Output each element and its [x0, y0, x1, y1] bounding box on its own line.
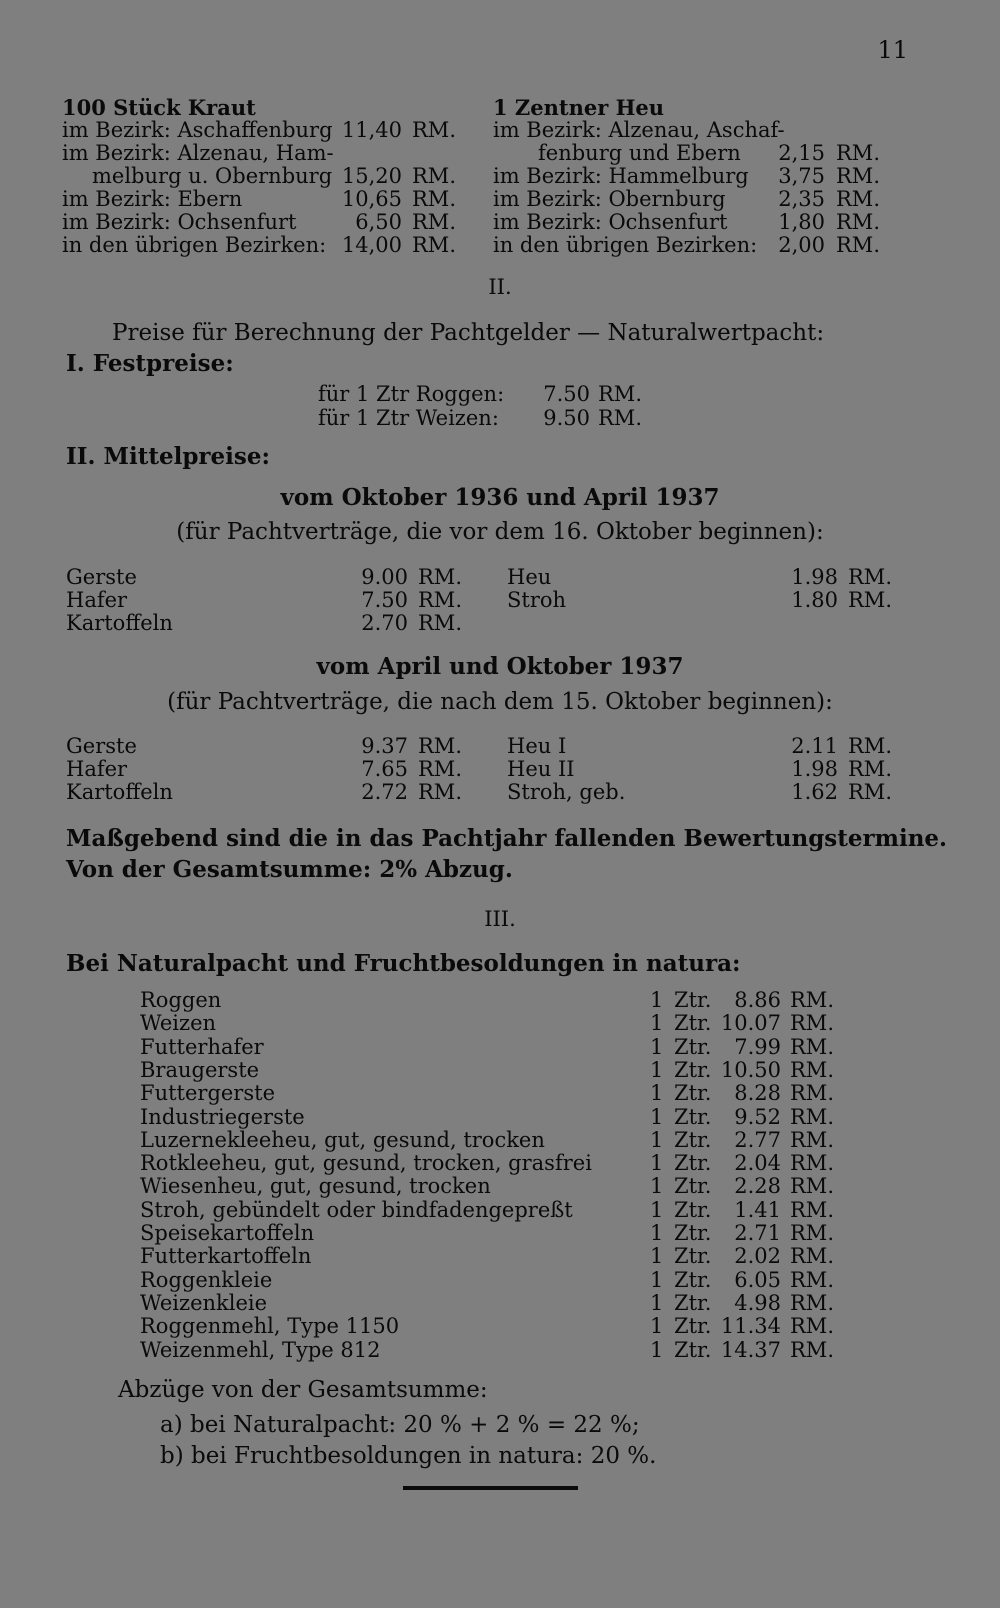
natura-row — [0, 1292, 1000, 1315]
row-label: im Bezirk: Aschaffenburg — [62, 118, 333, 142]
heu-row — [0, 119, 1000, 142]
item-value: 8.86 — [734, 988, 781, 1012]
row-label: im Bezirk: Obernburg — [493, 187, 726, 211]
item-qty: 1 — [650, 1151, 664, 1176]
item-qty: 1 — [650, 1244, 664, 1269]
item-currency: RM. — [790, 988, 834, 1012]
natura-row — [0, 1269, 1000, 1292]
item-label: Wiesenheu, gut, gesund, trocken — [140, 1174, 491, 1199]
section-iii-numeral: III. — [484, 907, 516, 931]
row-value: 1.98 — [791, 565, 838, 589]
mittelpreise-title: II. Mittelpreise: — [66, 443, 270, 470]
item-unit: Ztr. — [674, 1290, 712, 1315]
period1-row-left — [0, 612, 1000, 635]
item-label: Industriegerste — [140, 1104, 305, 1129]
item-value: 1.41 — [734, 1197, 781, 1222]
row-label: Heu — [507, 565, 552, 589]
period1-row-right — [0, 566, 1000, 589]
row-unit: RM. — [848, 565, 892, 589]
item-qty: 1 — [650, 1127, 664, 1152]
item-value: 2.77 — [734, 1127, 781, 1152]
row-unit: RM. — [598, 406, 642, 430]
period2-row-right — [0, 781, 1000, 804]
row-unit: RM. — [836, 187, 880, 211]
natura-row — [0, 1012, 1000, 1035]
item-label: Weizenmehl, Type 812 — [140, 1337, 381, 1362]
item-qty: 1 — [650, 1290, 664, 1315]
item-qty: 1 — [650, 1034, 664, 1059]
item-value: 7.99 — [734, 1034, 781, 1059]
row-label: Kartoffeln — [66, 611, 173, 635]
item-value: 2.71 — [734, 1221, 781, 1245]
period2-subtitle: (für Pachtverträge, die nach dem 15. Oktober beginnen): — [167, 689, 833, 715]
row-label: Heu I — [507, 734, 567, 758]
natura-row — [0, 1106, 1000, 1129]
heu-row — [0, 165, 1000, 188]
item-label: Luzernekleeheu, gut, gesund, trocken — [140, 1127, 545, 1152]
item-label: Futterkartoffeln — [140, 1244, 312, 1269]
row-label: Heu II — [507, 757, 575, 781]
item-qty: 1 — [650, 988, 664, 1012]
row-label: für 1 Ztr Weizen: — [318, 406, 499, 430]
item-value: 2.02 — [734, 1244, 781, 1269]
period1-title: vom Oktober 1936 und April 1937 — [280, 484, 720, 511]
row-value: 1.80 — [791, 588, 838, 612]
item-qty: 1 — [650, 1221, 664, 1245]
item-value: 10.50 — [720, 1057, 781, 1082]
item-qty: 1 — [650, 1197, 664, 1222]
item-label: Roggen — [140, 988, 222, 1012]
row-label: in den übrigen Bezirken: — [493, 233, 758, 257]
item-unit: Ztr. — [674, 1151, 712, 1176]
row-label: Stroh, geb. — [507, 780, 626, 804]
item-unit: Ztr. — [674, 1127, 712, 1152]
item-currency: RM. — [790, 1267, 834, 1292]
page-number: 11 — [877, 36, 908, 64]
natura-row — [0, 1339, 1000, 1362]
row-value: 9.00 — [361, 565, 408, 589]
row-value: 2.11 — [791, 734, 838, 758]
item-currency: RM. — [790, 1151, 834, 1176]
natura-row — [0, 1036, 1000, 1059]
row-label: Hafer — [66, 588, 128, 612]
item-qty: 1 — [650, 1011, 664, 1036]
row-value: 2,35 — [778, 187, 825, 211]
row-label: im Bezirk: Alzenau, Ham- — [62, 141, 334, 165]
row-unit: RM. — [848, 780, 892, 804]
item-currency: RM. — [790, 1104, 834, 1129]
row-label: melburg u. Obernburg — [92, 164, 333, 188]
item-qty: 1 — [650, 1057, 664, 1082]
row-label: Gerste — [66, 565, 137, 589]
item-qty: 1 — [650, 1081, 664, 1106]
item-unit: Ztr. — [674, 1057, 712, 1082]
item-unit: Ztr. — [674, 1267, 712, 1292]
item-value: 2.28 — [734, 1174, 781, 1199]
period1-subtitle: (für Pachtverträge, die vor dem 16. Oktober beginnen): — [176, 519, 824, 545]
item-value: 14.37 — [720, 1337, 781, 1362]
row-unit: RM. — [836, 233, 880, 257]
row-unit: RM. — [836, 164, 880, 188]
note-bewertungstermine: Maßgebend sind die in das Pachtjahr fallenden Bewertungstermine. — [66, 825, 948, 852]
row-unit: RM. — [418, 565, 462, 589]
deductions-title: Abzüge von der Gesamtsumme: — [118, 1377, 488, 1403]
row-value: 2,00 — [778, 233, 825, 257]
item-unit: Ztr. — [674, 1244, 712, 1269]
natura-row — [0, 1059, 1000, 1082]
item-value: 10.07 — [720, 1011, 781, 1036]
row-value: 14,00 — [341, 233, 402, 257]
heu-row — [0, 234, 1000, 257]
item-qty: 1 — [650, 1314, 664, 1339]
row-unit: RM. — [418, 588, 462, 612]
row-value: 2,15 — [778, 141, 825, 165]
row-value: 7.50 — [361, 588, 408, 612]
item-label: Weizenkleie — [140, 1290, 268, 1315]
item-value: 6.05 — [734, 1267, 781, 1292]
item-label: Weizen — [140, 1011, 217, 1036]
item-unit: Ztr. — [674, 1314, 712, 1339]
row-unit: RM. — [418, 734, 462, 758]
item-currency: RM. — [790, 1034, 834, 1059]
item-value: 4.98 — [734, 1290, 781, 1315]
row-unit: RM. — [836, 141, 880, 165]
row-unit: RM. — [848, 757, 892, 781]
item-value: 2.04 — [734, 1151, 781, 1176]
item-currency: RM. — [790, 1127, 834, 1152]
row-value: 9.37 — [361, 734, 408, 758]
period2-row-right — [0, 758, 1000, 781]
item-currency: RM. — [790, 1314, 834, 1339]
row-unit: RM. — [418, 611, 462, 635]
item-unit: Ztr. — [674, 1174, 712, 1199]
natura-row — [0, 1199, 1000, 1222]
deduction-b: b) bei Fruchtbesoldungen in natura: 20 %. — [160, 1443, 657, 1469]
section-iii-heading: Bei Naturalpacht und Fruchtbesoldungen in natura: — [66, 950, 741, 977]
row-value: 10,65 — [341, 187, 402, 211]
item-currency: RM. — [790, 1290, 834, 1315]
item-label: Speisekartoffeln — [140, 1221, 315, 1245]
row-label: für 1 Ztr Roggen: — [318, 382, 505, 406]
row-label: im Bezirk: Alzenau, Aschaf- — [493, 118, 785, 142]
row-value: 9.50 — [543, 406, 590, 430]
item-currency: RM. — [790, 1337, 834, 1362]
row-unit: RM. — [412, 118, 456, 142]
row-value: 1.62 — [791, 780, 838, 804]
row-unit: RM. — [418, 780, 462, 804]
item-currency: RM. — [790, 1011, 834, 1036]
item-currency: RM. — [790, 1081, 834, 1106]
natura-row — [0, 1175, 1000, 1198]
natura-row — [0, 1222, 1000, 1245]
row-unit: RM. — [412, 210, 456, 234]
row-value: 1.98 — [791, 757, 838, 781]
item-value: 8.28 — [734, 1081, 781, 1106]
row-unit: RM. — [412, 233, 456, 257]
item-unit: Ztr. — [674, 1104, 712, 1129]
period2-row-right — [0, 735, 1000, 758]
item-currency: RM. — [790, 1057, 834, 1082]
heu-row — [0, 188, 1000, 211]
item-qty: 1 — [650, 1337, 664, 1362]
item-label: Futterhafer — [140, 1034, 264, 1059]
festpreise-title: I. Festpreise: — [66, 350, 234, 377]
row-value: 11,40 — [341, 118, 402, 142]
row-unit: RM. — [418, 757, 462, 781]
natura-row — [0, 989, 1000, 1012]
item-unit: Ztr. — [674, 988, 712, 1012]
heu-row — [0, 211, 1000, 234]
row-value: 6,50 — [355, 210, 402, 234]
row-label: im Bezirk: Ochsenfurt — [493, 210, 728, 234]
period2-title: vom April und Oktober 1937 — [316, 653, 684, 680]
row-value: 1,80 — [778, 210, 825, 234]
item-unit: Ztr. — [674, 1221, 712, 1245]
item-label: Stroh, gebündelt oder bindfadengepreßt — [140, 1197, 573, 1222]
item-label: Roggenkleie — [140, 1267, 273, 1292]
natura-row — [0, 1152, 1000, 1175]
item-currency: RM. — [790, 1244, 834, 1269]
item-unit: Ztr. — [674, 1197, 712, 1222]
item-currency: RM. — [790, 1221, 834, 1245]
section-ii-numeral: II. — [488, 275, 512, 299]
heu-title: 1 Zentner Heu — [493, 95, 665, 120]
row-value: 2.72 — [361, 780, 408, 804]
festpreis-row — [0, 407, 1000, 430]
item-qty: 1 — [650, 1267, 664, 1292]
item-label: Roggenmehl, Type 1150 — [140, 1314, 400, 1339]
row-label: Gerste — [66, 734, 137, 758]
natura-row — [0, 1082, 1000, 1105]
heu-row — [0, 142, 1000, 165]
row-value: 2.70 — [361, 611, 408, 635]
item-label: Futtergerste — [140, 1081, 275, 1106]
item-unit: Ztr. — [674, 1337, 712, 1362]
row-unit: RM. — [836, 210, 880, 234]
row-label: fenburg und Ebern — [538, 141, 741, 165]
note-abzug: Von der Gesamtsumme: 2% Abzug. — [66, 856, 513, 883]
item-unit: Ztr. — [674, 1011, 712, 1036]
festpreis-row — [0, 383, 1000, 406]
row-value: 7.65 — [361, 757, 408, 781]
row-unit: RM. — [848, 734, 892, 758]
item-label: Braugerste — [140, 1057, 260, 1082]
item-unit: Ztr. — [674, 1081, 712, 1106]
row-label: im Bezirk: Ochsenfurt — [62, 210, 297, 234]
row-unit: RM. — [598, 382, 642, 406]
item-value: 9.52 — [734, 1104, 781, 1129]
row-label: in den übrigen Bezirken: — [62, 233, 327, 257]
row-label: im Bezirk: Ebern — [62, 187, 243, 211]
item-qty: 1 — [650, 1174, 664, 1199]
natura-row — [0, 1245, 1000, 1268]
row-unit: RM. — [412, 164, 456, 188]
closing-rule — [403, 1486, 578, 1490]
item-qty: 1 — [650, 1104, 664, 1129]
row-value: 15,20 — [341, 164, 402, 188]
kraut-title: 100 Stück Kraut — [62, 95, 256, 120]
natura-row — [0, 1129, 1000, 1152]
row-unit: RM. — [848, 588, 892, 612]
section-ii-heading: Preise für Berechnung der Pachtgelder — Naturalwertpacht: — [112, 320, 825, 346]
item-value: 11.34 — [720, 1314, 781, 1339]
row-label: Kartoffeln — [66, 780, 173, 804]
row-label: Hafer — [66, 757, 128, 781]
row-label: Stroh — [507, 588, 567, 612]
row-value: 7.50 — [543, 382, 590, 406]
natura-row — [0, 1315, 1000, 1338]
row-value: 3,75 — [778, 164, 825, 188]
item-label: Rotkleeheu, gut, gesund, trocken, grasfrei — [140, 1151, 592, 1176]
item-currency: RM. — [790, 1174, 834, 1199]
item-unit: Ztr. — [674, 1034, 712, 1059]
deduction-a: a) bei Naturalpacht: 20 % + 2 % = 22 %; — [160, 1412, 640, 1438]
item-currency: RM. — [790, 1197, 834, 1222]
row-unit: RM. — [412, 187, 456, 211]
row-label: im Bezirk: Hammelburg — [493, 164, 749, 188]
period1-row-right — [0, 589, 1000, 612]
